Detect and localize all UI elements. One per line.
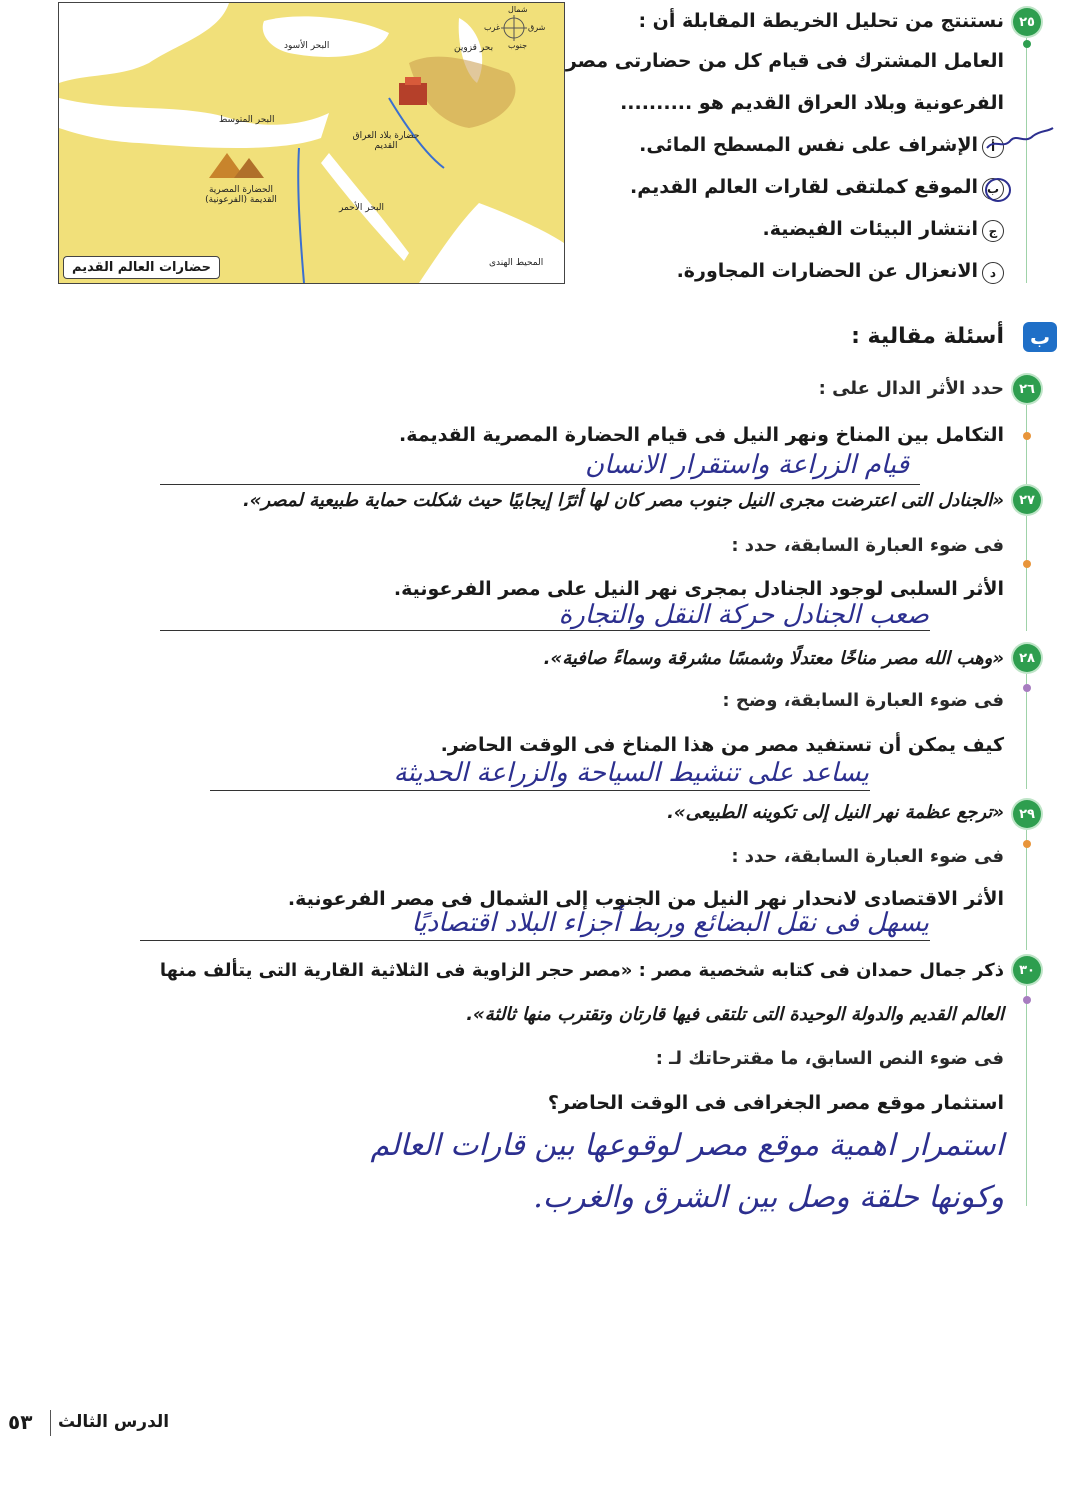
q27-instruction: فى ضوء العبارة السابقة، حدد : — [731, 535, 1004, 556]
option-d-letter: د — [982, 262, 1004, 284]
q29-guide-line — [1026, 830, 1027, 950]
option-b-letter: ب — [982, 178, 1004, 200]
crossout-scribble-icon — [985, 120, 1055, 160]
option-c-text: انتشار البيئات الفيضية. — [762, 218, 978, 240]
map-label-egypt: الحضارة المصرية القديمة (الفرعونية) — [205, 185, 277, 205]
q27-quote: «الجنادل التى اعترضت مجرى النيل جنوب مصر كان لها أثرًا إيجابيًا حيث شكلت حماية طبيعية لمصر». — [242, 490, 1004, 511]
q29-text: الأثر الاقتصادى لانحدار نهر النيل من الجنوب إلى الشمال فى مصر الفرعونية. — [287, 888, 1004, 910]
compass-north-label: شمال — [508, 5, 528, 14]
option-c-letter: ج — [982, 220, 1004, 242]
q25-line2: الفرعونية وبلاد العراق القديم هو .......... — [620, 92, 1004, 114]
q29-instruction: فى ضوء العبارة السابقة، حدد : — [731, 846, 1004, 867]
q30-line2: العالم القديم والدولة الوحيدة التى تلتقى فيها قارتان وتقترب منها ثالثة». — [466, 1004, 1004, 1025]
answer-circle-mark — [983, 175, 1013, 205]
q27-handwritten-answer: صعب الجنادل حركة النقل والتجارة — [558, 600, 929, 630]
answer-line — [140, 940, 930, 941]
q29-handwritten-answer: يسهل فى نقل البضائع وربط أجزاء البلاد اقتصاديًا — [411, 908, 929, 938]
bullet-dot — [1023, 432, 1031, 440]
section-b-title: أسئلة مقالية : — [851, 324, 1004, 349]
map-label-red-sea: البحر الأحمر — [339, 203, 384, 213]
bullet-dot — [1023, 560, 1031, 568]
q26-handwritten-answer: قيام الزراعة واستقرار الانسان — [585, 450, 909, 480]
q26-guide-line — [1026, 405, 1027, 485]
bullet-dot — [1023, 40, 1031, 48]
section-b-badge: ب — [1023, 322, 1057, 352]
q30-text: استثمار موقع مصر الجغرافى فى الوقت الحاضر؟ — [547, 1092, 1004, 1114]
q25-option-b[interactable] — [630, 176, 1004, 200]
q27-text: الأثر السلبى لوجود الجنادل بمجرى نهر النيل على مصر الفرعونية. — [393, 578, 1004, 600]
question-27-badge: ٢٧ — [1013, 486, 1041, 514]
q30-handwritten-answer-line1: استمرار اهمية موقع مصر لوقوعها بين قارات العالم — [370, 1128, 1004, 1163]
q25-option-c[interactable] — [763, 218, 1004, 242]
q29-quote: «ترجع عظمة نهر النيل إلى تكوينه الطبيعى». — [667, 802, 1004, 823]
ancient-civilizations-map — [58, 2, 565, 284]
map-label-iraq: حضارة بلاد العراق القديم — [352, 131, 420, 151]
option-b-text: الموقع كملتقى لقارات العالم القديم. — [630, 176, 978, 198]
option-a-text: الإشراف على نفس المسطح المائى. — [639, 134, 978, 156]
q30-handwritten-answer-line2: وكونها حلقة وصل بين الشرق والغرب. — [533, 1180, 1004, 1215]
option-a-letter: أ — [982, 136, 1004, 158]
question-29-badge: ٢٩ — [1013, 800, 1041, 828]
map-label-indian-ocean: المحيط الهندى — [489, 258, 544, 268]
answer-line — [160, 484, 920, 485]
bullet-dot — [1023, 996, 1031, 1004]
question-26-badge: ٢٦ — [1013, 375, 1041, 403]
q25-option-a[interactable] — [639, 134, 1004, 158]
q26-text: التكامل بين المناخ ونهر النيل فى قيام الحضارة المصرية القديمة. — [399, 424, 1004, 446]
bullet-dot — [1023, 840, 1031, 848]
page-number: ٥٣ — [8, 1410, 33, 1434]
q30-instruction: فى ضوء النص السابق، ما مقترحاتك لـ : — [655, 1048, 1004, 1069]
q28-quote: «وهب الله مصر مناخًا معتدلًا وشمسًا مشرقة وسماءً صافية». — [543, 648, 1004, 669]
q28-instruction: فى ضوء العبارة السابقة، وضح : — [722, 690, 1004, 711]
map-caption: حضارات العالم القديم — [63, 256, 220, 279]
map-label-mediterranean: البحر المتوسط — [219, 115, 275, 125]
q25-prompt: نستنتج من تحليل الخريطة المقابلة أن : — [638, 10, 1004, 32]
q28-text: كيف يمكن أن تستفيد مصر من هذا المناخ فى الوقت الحاضر. — [440, 734, 1004, 756]
option-d-text: الانعزال عن الحضارات المجاورة. — [676, 260, 978, 282]
bullet-dot — [1023, 684, 1031, 692]
answer-line — [210, 790, 870, 791]
compass-west-label: غرب — [484, 23, 501, 32]
compass-south-label: جنوب — [508, 41, 528, 50]
q28-handwritten-answer: يساعد على تنشيط السياحة والزراعة الحديثة — [393, 758, 869, 788]
q25-line1: العامل المشترك فى قيام كل من حضارتى مصر — [565, 50, 1004, 72]
answer-line — [160, 630, 930, 631]
q30-guide-line — [1026, 986, 1027, 1206]
q25-option-d[interactable] — [677, 260, 1004, 284]
map-label-black-sea: البحر الأسود — [284, 41, 330, 51]
compass-east-label: شرق — [528, 23, 546, 32]
question-25-badge: ٢٥ — [1013, 8, 1041, 36]
q30-line1: ذكر جمال حمدان فى كتابه شخصية مصر : «مصر حجر الزاوية فى الثلاثية القارية التى يتألف منها — [159, 960, 1004, 981]
footer-lesson-title: الدرس الثالث — [58, 1412, 170, 1432]
q26-prompt: حدد الأثر الدال على : — [818, 378, 1004, 399]
q27-guide-line — [1026, 516, 1027, 631]
footer-divider — [50, 1410, 51, 1436]
map-label-caspian: بحر قزوين — [454, 43, 494, 53]
question-30-badge: ٣٠ — [1013, 956, 1041, 984]
question-28-badge: ٢٨ — [1013, 644, 1041, 672]
q25-guide-line — [1026, 38, 1027, 283]
